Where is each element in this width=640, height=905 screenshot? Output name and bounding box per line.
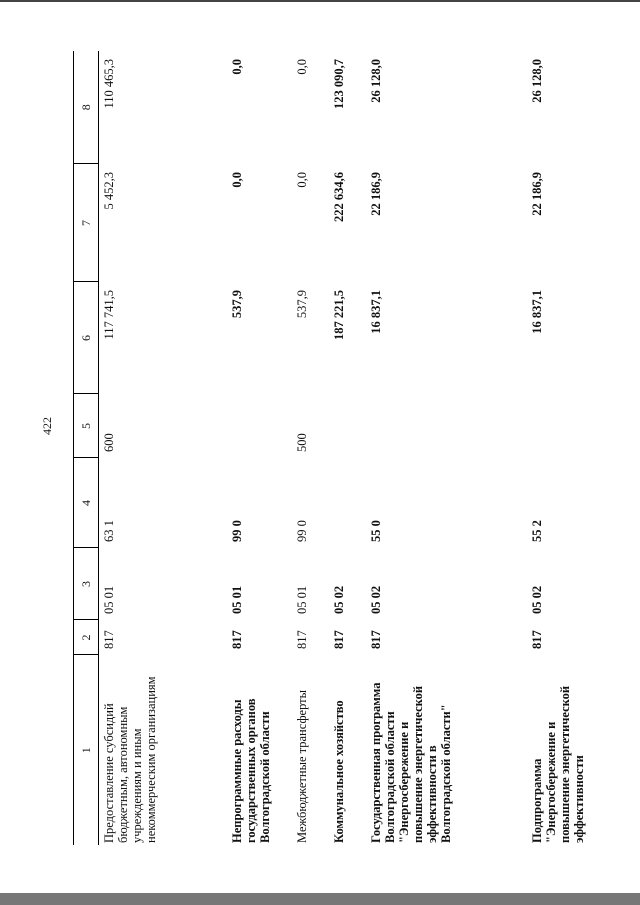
cell-amount-8: 0,0 [230, 59, 244, 75]
cell-type: 600 [102, 433, 116, 452]
col-header-6: 6 [74, 282, 99, 394]
row-name: Непрограммные расходы государственных органов Волгоградской области [230, 698, 272, 843]
cell-amount-6: 16 837,1 [530, 290, 544, 334]
table-row [366, 51, 527, 845]
cell-amount-6: 187 221,5 [332, 290, 346, 340]
cell-section: 05 01 [102, 585, 116, 614]
cell-target: 63 1 [102, 520, 116, 542]
cell-amount-6: 16 837,1 [369, 290, 383, 334]
cell-section: 05 02 [530, 585, 544, 614]
page-number: 422 [40, 417, 54, 435]
cell-section: 05 02 [369, 585, 383, 614]
col-header-5: 5 [74, 394, 99, 458]
budget-table [73, 51, 640, 845]
table-row [527, 51, 640, 845]
cell-target: 99 0 [230, 520, 244, 542]
cell-section: 05 01 [295, 585, 309, 614]
cell-ministry: 817 [332, 630, 346, 649]
cell-amount-6: 117 741,5 [102, 290, 116, 340]
cell-target: 99 0 [295, 520, 309, 542]
cell-amount-8: 26 128,0 [369, 59, 383, 103]
scan-edge-bottom [0, 893, 640, 905]
row-name: Государственная программа Волгоградской области "Энергосбережение и повышение энергетической эффективности в Волгоградской области" [369, 682, 453, 843]
cell-ministry: 817 [530, 630, 544, 649]
row-name: Предоставление субсидий бюджетным, автономным учреждениям и иным некоммерческим организациям [102, 676, 158, 843]
col-header-7: 7 [74, 164, 99, 282]
cell-type: 500 [295, 433, 309, 452]
rotated-table-region [73, 51, 633, 845]
cell-section: 05 02 [332, 585, 346, 614]
row-name: Коммунальное хозяйство [332, 700, 346, 843]
cell-amount-8: 0,0 [295, 59, 309, 75]
cell-ministry: 817 [295, 630, 309, 649]
row-name: Межбюджетные трансферты [295, 689, 309, 843]
col-header-4: 4 [74, 458, 99, 548]
cell-amount-7: 5 452,3 [102, 172, 116, 210]
cell-ministry: 817 [102, 630, 116, 649]
cell-target: 55 2 [530, 520, 544, 542]
cell-type [527, 394, 640, 458]
scan-edge-top [0, 0, 640, 2]
cell-ministry: 817 [230, 630, 244, 649]
cell-amount-8: 123 090,7 [332, 59, 346, 109]
cell-amount-6: 537,9 [230, 290, 244, 319]
cell-amount-7: 22 186,9 [530, 172, 544, 216]
cell-target [329, 458, 366, 548]
cell-amount-8: 110 465,3 [102, 59, 116, 109]
cell-type [366, 394, 527, 458]
header-row [74, 51, 99, 845]
cell-type [227, 394, 292, 458]
col-header-8: 8 [74, 51, 99, 164]
cell-amount-7: 0,0 [295, 172, 309, 188]
cell-amount-6: 537,9 [295, 290, 309, 319]
table-row [227, 51, 292, 845]
table-row [99, 51, 228, 845]
table-row [292, 51, 329, 845]
cell-target: 55 0 [369, 520, 383, 542]
col-header-3: 3 [74, 548, 99, 620]
table-row [329, 51, 366, 845]
cell-amount-7: 222 634,6 [332, 172, 346, 222]
cell-ministry: 817 [369, 630, 383, 649]
cell-section: 05 01 [230, 585, 244, 614]
cell-amount-8: 26 128,0 [530, 59, 544, 103]
col-header-2: 2 [74, 620, 99, 655]
cell-amount-7: 22 186,9 [369, 172, 383, 216]
row-name: Подпрограмма "Энергосбережение и повышение энергетической эффективности [530, 685, 586, 843]
cell-type [329, 394, 366, 458]
cell-amount-7: 0,0 [230, 172, 244, 188]
col-header-1: 1 [74, 655, 99, 845]
